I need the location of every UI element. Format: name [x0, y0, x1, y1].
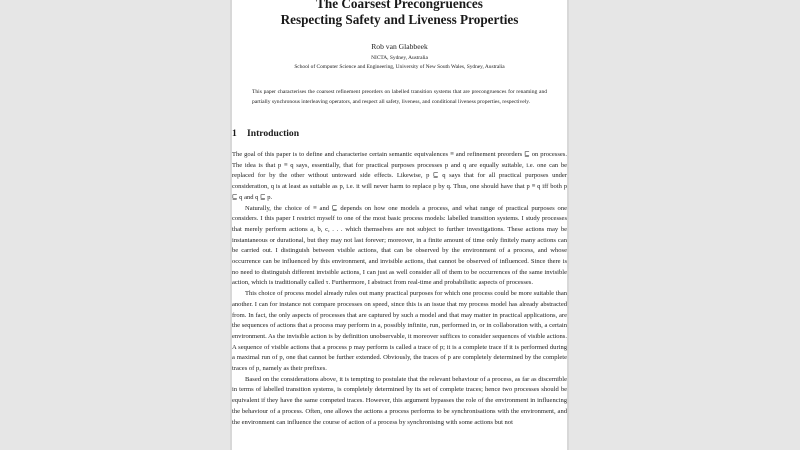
section-heading — [232, 128, 299, 139]
body-paragraph-1: The goal of this paper is to define and characterise certain semantic equivalences ≡ and refinement preorders ⊑ on processes. The idea is that p ≡ q says, essentially, that for practical purposes processes p and q are equally suitable, i.e. one can be replaced for by the other without untoward side effects. Likewise, p ⊑ q says that for all practical purposes under consideration, q is at least as suitable as p, i.e. it will never harm to replace p by q. Thus, one should have that p ≡ q iff both p ⊑ q and q ⊑ p. — [232, 151, 567, 201]
paper-author: Rob van Glabbeek — [371, 42, 428, 51]
section-body — [232, 150, 567, 428]
paper-title-line-1: The Coarsest Precongruences — [316, 0, 483, 11]
affiliation-line-2: School of Computer Science and Engineering, University of New South Wales, Sydney, Australia — [294, 64, 505, 70]
section-title: Introduction — [247, 128, 300, 139]
paper-page[interactable] — [232, 0, 567, 450]
body-paragraph-2: Naturally, the choice of ≡ and ⊑ depends on how one models a process, and what range of practical purposes one considers. I this paper I restrict myself to one of the most basic process models: labelled transition systems. I study processes that merely perform actions a, b, c, . . . which themselves are not subject to further investigations. These actions may be instantaneous or durational, but they may not last forever; moreover, in a finite amount of time only finitely many actions can be carried out. I distinguish between visible actions, that can be observed by the environment of a process, and whose occurrence can be influenced by this environment, and invisible actions, that cannot be observed of influenced. Since there is no need to distinguish different invisible actions, I can just as well consider all of them to be occurrences of the same invisible action, which is traditionally called τ. Furthermore, I abstract from real-time and probabilistic aspects of processes. — [232, 204, 567, 287]
paper-title-line-2: Respecting Safety and Liveness Properties — [280, 12, 519, 27]
abstract-text: This paper characterises the coarsest refinement preorders on labelled transition systems that are precongruences for renaming and partially synchronous interleaving operators, and respect all safety, liveness, and conditional liveness properties, respectively. — [252, 89, 547, 105]
section-number: 1 — [232, 128, 237, 139]
affiliation-line-1: NICTA, Sydney, Australia — [371, 55, 428, 61]
body-paragraph-4: Based on the considerations above, it is tempting to postulate that the relevant behaviour of a process, as far as discernible in terms of labelled transition systems, is completely determined by its set of complete traces; hence two processes should be equivalent if they have the same competed traces. However, this argument bypasses the role of the environment in influencing the behaviour of a process. Often, one allows the actions a process performs to be synchronisations with the environment, and the environment can influence the course of action of a process by synchronising with some actions but not — [232, 375, 567, 426]
body-paragraph-3: This choice of process model already rules out many practical purposes for which one process could be more suitable than another. I can for instance not compare processes on speed, since this is an issue that my process model has already abstracted from. In fact, the only aspects of processes that are captured by such a model and that may matter in practical applications, are the sequences of actions that a process may perform in a, possibly infinite, run, performed in, or in collaboration with, a certain environment. As the invisible action is by definition unobservable, it moreover suffices to consider sequences of visible actions. A sequence of visible actions that a process p may perform is called a trace of p; it is a complete trace if it is performed during a maximal run of p, one that cannot be further extended. Obviously, the traces of p are completely determined by the complete traces of p, namely as their prefixes. — [232, 290, 567, 373]
page-shadow-right — [567, 0, 569, 450]
